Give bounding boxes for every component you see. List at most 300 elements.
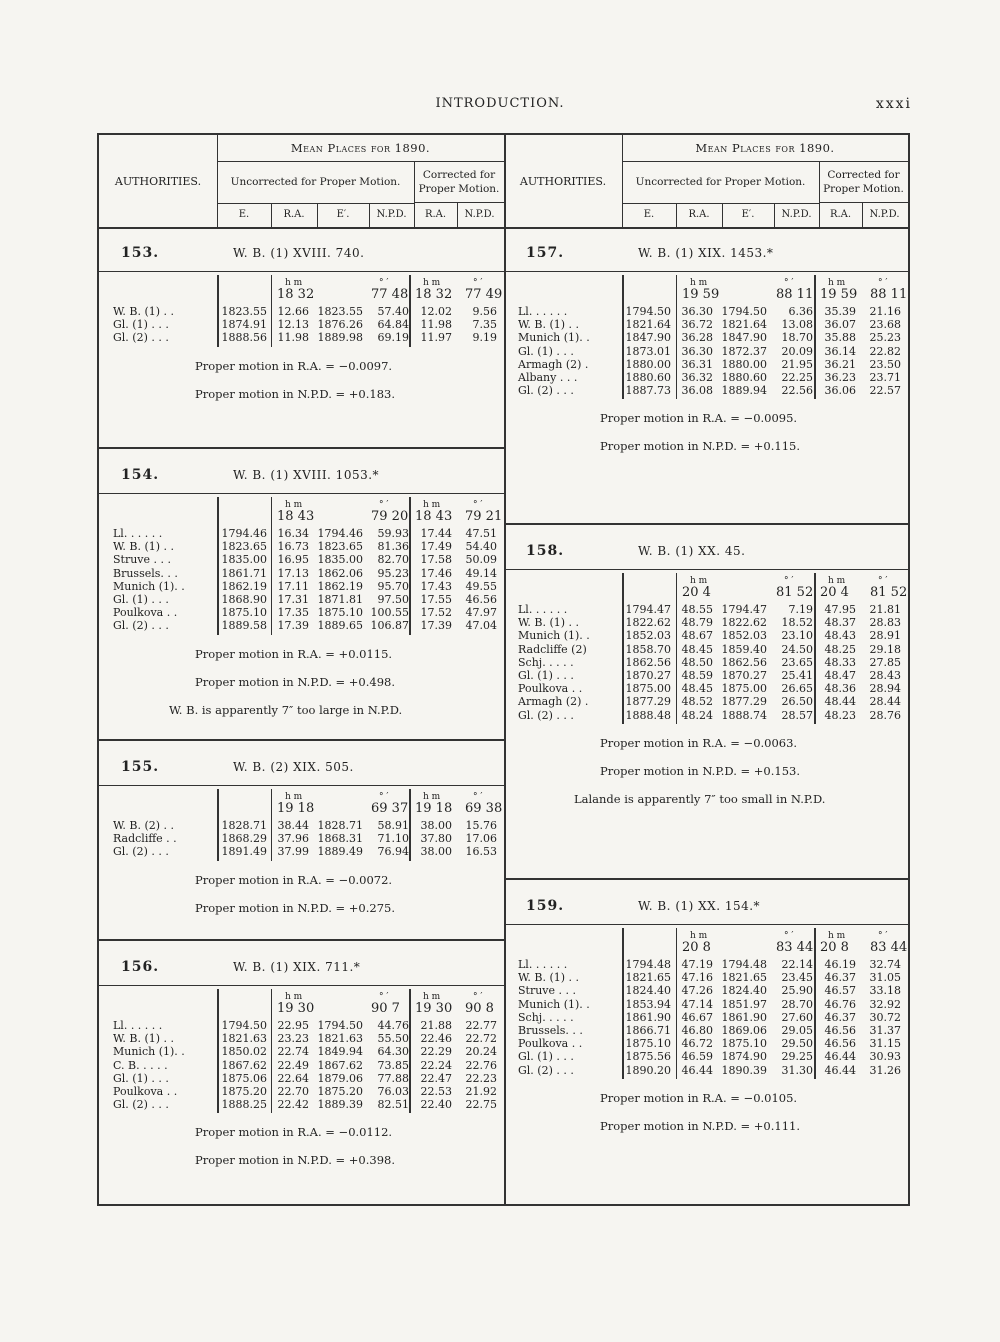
base-value-cra: 18 32: [415, 287, 453, 302]
cell-value: 1889.39: [317, 1098, 363, 1112]
cell-value: 47.26: [681, 984, 713, 998]
cell-value: 1875.56: [625, 1050, 671, 1064]
entry-title: [121, 467, 380, 483]
table-row: [99, 527, 504, 540]
cell-value: 44.76: [377, 1019, 409, 1032]
cell-value: 1858.70: [625, 642, 671, 656]
cell-value: 46.44: [824, 1063, 856, 1077]
authorities-heading: AUTHORITIES.: [99, 135, 218, 227]
cell-value: 22.77: [465, 1019, 497, 1032]
cell-value: 22.46: [420, 1032, 452, 1046]
base-value-cnpd: 83 44: [870, 940, 908, 955]
table-top-rule: [99, 493, 504, 494]
cell-value: 6.36: [788, 305, 813, 318]
cell-value: 48.43: [824, 629, 856, 643]
cell-value: 48.24: [681, 708, 713, 722]
cell-value: 1835.00: [221, 553, 267, 567]
entry-number: 159.: [526, 898, 565, 914]
unit-label: h m: [828, 278, 846, 288]
cell-value: 28.91: [869, 629, 901, 643]
authority-name: Ll. . . . . .: [518, 958, 568, 971]
subheading-3: N.P.D.: [774, 203, 820, 227]
base-value-cra: 20 8: [820, 940, 849, 955]
proper-motion-ra: Proper motion in R.A. = −0.0063.: [600, 735, 798, 750]
cell-value: 36.23: [824, 371, 856, 384]
unit-label: ° ′: [878, 278, 888, 288]
cell-value: 23.50: [869, 357, 901, 371]
base-value-npd: 81 52: [776, 585, 814, 600]
cell-value: 26.65: [781, 682, 813, 696]
cell-value: 1889.98: [317, 331, 363, 345]
corrected-heading: Corrected for Proper Motion.: [414, 161, 504, 203]
table-row: [504, 358, 908, 371]
subheading-5: N.P.D.: [869, 209, 900, 220]
cell-value: 28.44: [869, 695, 901, 709]
table-row: [504, 345, 908, 358]
cell-value: 11.97: [420, 331, 452, 345]
cell-value: 20.09: [781, 344, 813, 358]
cell-value: 22.56: [781, 384, 813, 398]
cell-value: 29.18: [869, 642, 901, 656]
cell-value: 82.51: [377, 1098, 409, 1112]
right-column: [504, 135, 908, 1204]
cell-value: 22.76: [465, 1058, 497, 1072]
cell-value: 100.55: [370, 606, 409, 620]
cell-value: 21.88: [420, 1019, 452, 1032]
base-value-ra: 19 59: [682, 287, 720, 302]
cell-value: 18.70: [781, 331, 813, 345]
cell-value: 23.68: [869, 318, 901, 332]
base-value-cnpd: 79 21: [465, 509, 503, 524]
cell-value: 95.23: [377, 566, 409, 580]
table-row: [504, 603, 908, 616]
entry-title: [121, 959, 361, 975]
cell-value: 21.81: [869, 603, 901, 616]
cell-value: 64.84: [377, 318, 409, 332]
authority-name: Gl. (2) . . .: [518, 384, 574, 398]
authority-name: W. B. (1) . .: [518, 616, 580, 630]
cell-value: 59.93: [377, 527, 409, 540]
proper-motion-ra: Proper motion in R.A. = −0.0097.: [195, 358, 393, 373]
cell-value: 1875.10: [221, 606, 267, 620]
authority-name: W. B. (1) . .: [518, 318, 580, 332]
proper-motion-npd: Proper motion in N.P.D. = +0.183.: [195, 386, 396, 401]
table-row: [99, 553, 504, 566]
catalog-entry-159: [504, 880, 908, 1208]
cell-value: 26.50: [781, 695, 813, 709]
cell-value: 48.44: [824, 695, 856, 709]
cell-value: 33.18: [869, 984, 901, 998]
cell-value: 1821.63: [221, 1032, 267, 1046]
table-row: [504, 371, 908, 384]
cell-value: 18.52: [781, 616, 813, 630]
cell-value: 36.14: [824, 344, 856, 358]
table-row: [504, 695, 908, 708]
unit-label: h m: [690, 576, 708, 586]
authority-name: Munich (1). .: [518, 629, 590, 643]
cell-value: 1875.10: [721, 1037, 767, 1051]
entry-table: [99, 493, 504, 637]
authority-name: Gl. (1) . . .: [113, 318, 169, 332]
cell-value: 22.75: [465, 1098, 497, 1112]
cell-value: 48.23: [824, 708, 856, 722]
cell-value: 22.23: [465, 1071, 497, 1085]
cell-value: 35.39: [824, 305, 856, 318]
base-value-ra: 18 32: [277, 287, 315, 302]
table-row: [99, 331, 504, 344]
cell-value: 48.45: [681, 682, 713, 696]
cell-value: 46.44: [681, 1063, 713, 1077]
cell-value: 1888.74: [721, 708, 767, 722]
authority-name: Poulkova . .: [113, 606, 178, 620]
table-top-rule: [99, 271, 504, 272]
cell-value: 17.43: [420, 579, 452, 593]
cell-value: 48.45: [681, 642, 713, 656]
cell-value: 1851.97: [721, 997, 767, 1011]
cell-value: 27.85: [869, 655, 901, 669]
cell-value: 22.64: [277, 1071, 309, 1085]
cell-value: 1821.64: [721, 318, 767, 332]
cell-value: 1849.94: [317, 1045, 363, 1059]
cell-value: 46.76: [824, 997, 856, 1011]
cell-value: 1889.49: [317, 845, 363, 859]
unit-label: h m: [690, 931, 708, 941]
entry-number: 156.: [121, 959, 160, 975]
cell-value: 21.95: [781, 357, 813, 371]
cell-value: 1862.56: [721, 655, 767, 669]
cell-value: 37.96: [277, 832, 309, 846]
proper-motion-ra: Proper motion in R.A. = −0.0112.: [195, 1125, 393, 1140]
cell-value: 1821.65: [625, 971, 671, 985]
authority-name: Gl. (2) . . .: [113, 619, 169, 633]
subheading-5: N.P.D.: [464, 209, 495, 220]
cell-value: 22.40: [420, 1098, 452, 1112]
authority-name: Gl. (1) . . .: [518, 1050, 574, 1064]
cell-value: 1822.62: [625, 616, 671, 630]
cell-value: 23.65: [781, 655, 813, 669]
cell-value: 1888.56: [221, 331, 267, 345]
base-value-cnpd: 77 49: [465, 287, 503, 302]
left-column: [99, 135, 506, 1204]
base-value-npd: 83 44: [776, 940, 814, 955]
table-row: [99, 1019, 504, 1032]
cell-value: 31.26: [869, 1063, 901, 1077]
cell-value: 1889.94: [721, 384, 767, 398]
cell-value: 23.45: [781, 971, 813, 985]
cell-value: 20.24: [465, 1045, 497, 1059]
cell-value: 22.25: [781, 371, 813, 384]
cell-value: 1794.46: [221, 527, 267, 540]
table-row: [504, 331, 908, 344]
cell-value: 12.66: [277, 305, 309, 318]
cell-value: 16.53: [465, 845, 497, 859]
proper-motion-npd: Proper motion in N.P.D. = +0.153.: [600, 763, 801, 778]
cell-value: 1875.00: [721, 682, 767, 696]
authority-name: Ll. . . . . .: [518, 603, 568, 616]
entry-title: [526, 245, 774, 261]
cell-value: 48.67: [681, 629, 713, 643]
cell-value: 17.31: [277, 593, 309, 606]
proper-motion-npd: Proper motion in N.P.D. = +0.498.: [195, 674, 396, 689]
authority-name: Munich (1). .: [518, 331, 590, 345]
cell-value: 48.55: [681, 603, 713, 616]
base-value-ra: 19 30: [277, 1001, 315, 1016]
cell-value: 21.92: [465, 1085, 497, 1098]
cell-value: 1794.50: [317, 1019, 363, 1032]
cell-value: 1794.48: [721, 958, 767, 971]
mean-places-heading: Mean Places for 1890.: [622, 135, 908, 162]
subheading-1: R.A.: [676, 203, 723, 227]
cell-value: 27.60: [781, 1010, 813, 1024]
cell-value: 1880.60: [625, 371, 671, 384]
cell-value: 1875.20: [317, 1085, 363, 1098]
cell-value: 35.88: [824, 331, 856, 345]
subheading-3: N.P.D.: [369, 203, 415, 227]
cell-value: 48.79: [681, 616, 713, 630]
cell-value: 106.87: [370, 619, 409, 633]
entry-table: [99, 785, 504, 863]
cell-value: 25.23: [869, 331, 901, 345]
cell-value: 28.94: [869, 682, 901, 696]
cell-value: 29.05: [781, 1024, 813, 1037]
entry-reference: W. B. (1) XVIII. 1053.*: [233, 468, 380, 482]
cell-value: 37.80: [420, 832, 452, 846]
cell-value: 1875.10: [625, 1037, 671, 1051]
base-value-npd: 79 20: [371, 509, 409, 524]
authority-name: Poulkova . .: [518, 1037, 583, 1051]
cell-value: 29.50: [781, 1037, 813, 1051]
cell-value: 97.50: [377, 593, 409, 606]
catalog-entry-153: [99, 227, 504, 449]
cell-value: 1868.90: [221, 593, 267, 606]
cell-value: 57.40: [377, 305, 409, 318]
base-value-cnpd: 90 8: [465, 1001, 494, 1016]
entry-reference: W. B. (1) XX. 154.*: [638, 899, 761, 913]
authority-name: Brussels. . .: [113, 566, 178, 580]
entry-table: [504, 569, 908, 726]
base-value-ra: 20 4: [682, 585, 711, 600]
entry-title: [526, 543, 746, 559]
cell-value: 1822.62: [721, 616, 767, 630]
table-row: [504, 318, 908, 331]
proper-motion-npd: Proper motion in N.P.D. = +0.115.: [600, 439, 801, 454]
table-row: [504, 656, 908, 669]
unit-label: ° ′: [784, 278, 794, 288]
cell-value: 22.70: [277, 1085, 309, 1098]
unit-label: ° ′: [473, 500, 483, 510]
base-value-cra: 19 18: [415, 801, 453, 816]
authority-name: Armagh (2) .: [518, 695, 589, 709]
cell-value: 28.43: [869, 669, 901, 682]
cell-value: 1880.00: [625, 357, 671, 371]
base-value-cnpd: 88 11: [870, 287, 908, 302]
running-head-title: INTRODUCTION.: [435, 96, 565, 111]
entry-number: 158.: [526, 543, 565, 559]
cell-value: 1794.46: [317, 527, 363, 540]
table-row: [504, 998, 908, 1011]
cell-value: 17.44: [420, 527, 452, 540]
cell-value: 30.72: [869, 1010, 901, 1024]
entry-note: Lalande is apparently 7″ too small in N.P.D.: [574, 791, 826, 806]
cell-value: 17.46: [420, 566, 452, 580]
cell-value: 1859.40: [721, 642, 767, 656]
entry-reference: W. B. (2) XIX. 505.: [233, 760, 354, 774]
table-row: [99, 1059, 504, 1072]
cell-value: 48.33: [824, 655, 856, 669]
base-value-cnpd: 69 38: [465, 801, 503, 816]
cell-value: 23.71: [869, 371, 901, 384]
unit-label: ° ′: [379, 278, 389, 288]
table-row: [504, 384, 908, 397]
cell-value: 31.30: [781, 1063, 813, 1077]
authority-name: Munich (1). .: [518, 997, 590, 1011]
table-row: [99, 819, 504, 832]
authority-name: Ll. . . . . .: [518, 305, 568, 318]
base-value-ra: 20 8: [682, 940, 711, 955]
table-row: [99, 540, 504, 553]
unit-label: h m: [828, 576, 846, 586]
authority-name: C. B. . . . .: [113, 1058, 168, 1072]
subheading-2: E′.: [722, 203, 775, 227]
unit-label: h m: [423, 278, 441, 288]
table-row: [99, 1085, 504, 1098]
entry-number: 153.: [121, 245, 160, 261]
cell-value: 1875.06: [221, 1071, 267, 1085]
cell-value: 1875.00: [625, 682, 671, 696]
cell-value: 47.51: [465, 527, 497, 540]
unit-label: ° ′: [473, 792, 483, 802]
cell-value: 64.30: [377, 1045, 409, 1059]
entry-reference: W. B. (1) XIX. 711.*: [233, 960, 361, 974]
entry-reference: W. B. (1) XVIII. 740.: [233, 246, 365, 260]
cell-value: 1891.49: [221, 845, 267, 859]
cell-value: 36.28: [681, 331, 713, 345]
proper-motion-npd: Proper motion in N.P.D. = +0.111.: [600, 1118, 801, 1133]
cell-value: 17.55: [420, 593, 452, 606]
authority-name: Gl. (2) . . .: [113, 331, 169, 345]
cell-value: 25.90: [781, 984, 813, 998]
cell-value: 24.50: [781, 642, 813, 656]
entry-number: 157.: [526, 245, 565, 261]
catalog-entry-154: [99, 449, 504, 741]
cell-value: 48.25: [824, 642, 856, 656]
cell-value: 1890.39: [721, 1063, 767, 1077]
cell-value: 22.95: [277, 1019, 309, 1032]
cell-value: 28.83: [869, 616, 901, 630]
cell-value: 17.39: [277, 619, 309, 633]
cell-value: 48.50: [681, 655, 713, 669]
table-top-rule: [504, 271, 908, 272]
entry-table: [99, 985, 504, 1115]
cell-value: 1871.81: [317, 593, 363, 606]
table-row: [504, 629, 908, 642]
base-value-cra: 19 59: [820, 287, 858, 302]
cell-value: 11.98: [277, 331, 309, 345]
authorities-heading: AUTHORITIES.: [504, 135, 623, 227]
cell-value: 28.57: [781, 708, 813, 722]
cell-value: 17.11: [277, 579, 309, 593]
cell-value: 1794.50: [221, 1019, 267, 1032]
base-value-cra: 19 30: [415, 1001, 453, 1016]
cell-value: 46.67: [681, 1010, 713, 1024]
cell-value: 1828.71: [317, 819, 363, 832]
uncorrected-heading: Uncorrected for Proper Motion.: [622, 161, 820, 204]
cell-value: 1867.62: [317, 1058, 363, 1072]
unit-label: h m: [828, 931, 846, 941]
cell-value: 29.25: [781, 1050, 813, 1064]
subheading-0: E.: [217, 203, 272, 227]
catalog-entry-155: [99, 741, 504, 941]
cell-value: 1828.71: [221, 819, 267, 832]
cell-value: 1876.26: [317, 318, 363, 332]
table-row: [99, 845, 504, 858]
cell-value: 50.09: [465, 553, 497, 567]
cell-value: 73.85: [377, 1058, 409, 1072]
cell-value: 1888.48: [625, 708, 671, 722]
unit-label: ° ′: [379, 992, 389, 1002]
authority-name: Munich (1). .: [113, 579, 185, 593]
cell-value: 12.02: [420, 305, 452, 318]
table-row: [504, 709, 908, 722]
cell-value: 1794.50: [625, 305, 671, 318]
entry-number: 155.: [121, 759, 160, 775]
authority-name: Gl. (2) . . .: [113, 1098, 169, 1112]
table-row: [99, 832, 504, 845]
unit-label: h m: [423, 792, 441, 802]
cell-value: 1847.90: [625, 331, 671, 345]
cell-value: 36.72: [681, 318, 713, 332]
table-row: [504, 643, 908, 656]
cell-value: 17.58: [420, 553, 452, 567]
table-row: [504, 682, 908, 695]
table-row: [504, 669, 908, 682]
cell-value: 37.99: [277, 845, 309, 859]
table-row: [504, 1050, 908, 1063]
cell-value: 22.74: [277, 1045, 309, 1059]
cell-value: 1794.48: [625, 958, 671, 971]
cell-value: 23.23: [277, 1032, 309, 1046]
authority-name: W. B. (1) . .: [113, 540, 175, 554]
cell-value: 31.05: [869, 971, 901, 985]
cell-value: 7.19: [788, 603, 813, 616]
cell-value: 47.19: [681, 958, 713, 971]
cell-value: 1887.73: [625, 384, 671, 398]
cell-value: 1888.25: [221, 1098, 267, 1112]
unit-label: h m: [423, 992, 441, 1002]
entry-number: 154.: [121, 467, 160, 483]
cell-value: 22.14: [781, 958, 813, 971]
cell-value: 1862.19: [221, 579, 267, 593]
proper-motion-npd: Proper motion in N.P.D. = +0.398.: [195, 1153, 396, 1168]
cell-value: 30.93: [869, 1050, 901, 1064]
table-row: [99, 567, 504, 580]
cell-value: 1824.40: [625, 984, 671, 998]
cell-value: 1875.20: [221, 1085, 267, 1098]
table-row: [504, 971, 908, 984]
table-row: [504, 1024, 908, 1037]
cell-value: 17.06: [465, 832, 497, 846]
cell-value: 16.34: [277, 527, 309, 540]
table-row: [99, 593, 504, 606]
table-row: [504, 1037, 908, 1050]
authority-name: Albany . . .: [518, 371, 578, 384]
cell-value: 22.82: [869, 344, 901, 358]
authority-name: Gl. (2) . . .: [518, 708, 574, 722]
column-header: [99, 135, 504, 229]
authority-name: Gl. (2) . . .: [113, 845, 169, 859]
running-header: [0, 96, 1000, 116]
page-number: xxxi: [875, 96, 912, 112]
